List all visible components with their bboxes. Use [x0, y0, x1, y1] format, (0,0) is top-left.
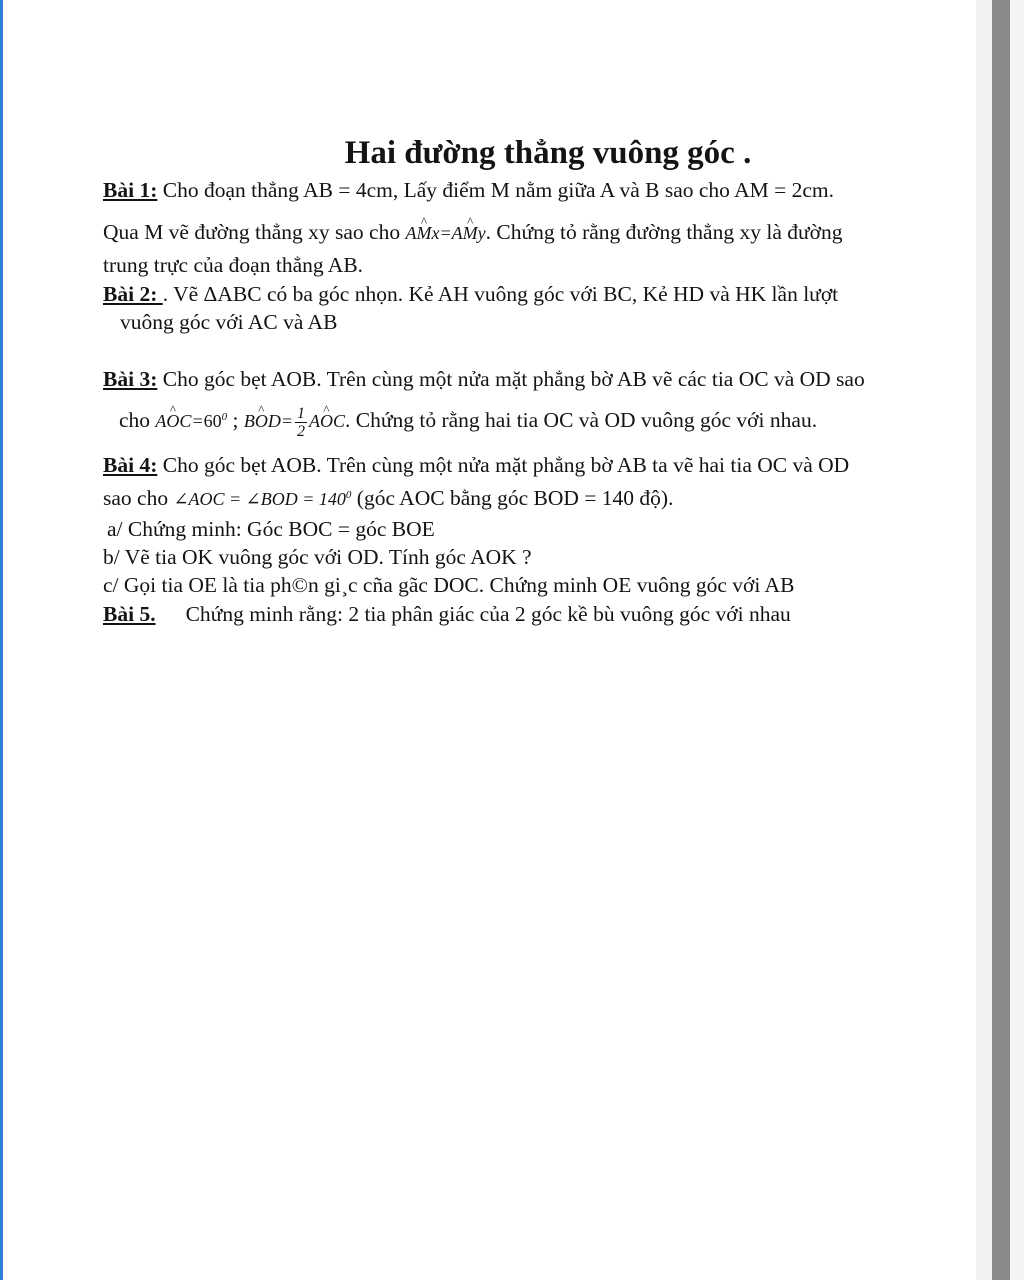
- math-a: A: [405, 223, 417, 243]
- math-eq3: =: [280, 411, 293, 431]
- window-right-margin: [1010, 0, 1024, 1280]
- bai1-text: Cho đoạn thẳng AB = 4cm, Lấy điểm M nằm giữa A và B sao cho AM = 2cm.: [157, 178, 835, 202]
- bai4-part-b: b/ Vẽ tia OK vuông góc với OD. Tính góc AOK ?: [103, 545, 532, 569]
- bai4-label: Bài 4:: [103, 453, 158, 477]
- bai1-line2: [103, 218, 843, 247]
- bai3-label: Bài 3:: [103, 367, 158, 391]
- math-a2: A: [451, 223, 463, 243]
- left-window-edge: [0, 0, 3, 1280]
- bai3-separator: ;: [227, 408, 244, 432]
- math-c: C: [179, 411, 192, 431]
- bai4-text: Cho góc bẹt AOB. Trên cùng một nửa mặt phẳng bờ AB ta vẽ hai tia OC và OD: [157, 453, 850, 477]
- bai1-line2-text: Qua M vẽ đường thẳng xy sao cho: [103, 220, 406, 244]
- fraction-one-half: [295, 405, 307, 440]
- vertical-scrollbar[interactable]: [992, 0, 1010, 1280]
- bai1-line2-tail: . Chứng tỏ rằng đường thẳng xy là đường: [485, 220, 843, 244]
- bai5-label: Bài 5.: [103, 602, 156, 626]
- math-o-hat: ^ O: [166, 407, 179, 435]
- math-m-hat: ^ M: [416, 219, 431, 247]
- math-a3: A: [155, 411, 167, 431]
- math-o-hat2: ^ O: [255, 407, 268, 435]
- bai1-line1: [103, 176, 834, 204]
- bai3-line1: [103, 365, 865, 393]
- math-x: x: [431, 223, 440, 243]
- fraction-numerator: 1: [296, 405, 305, 423]
- bai2-line1: [103, 280, 838, 308]
- bai4-line1: [103, 451, 849, 479]
- bai4-part-c: c/ Gọi tia OE là tia ph©n gi¸c cña gãc DOC. Chứng minh OE vuông góc với AB: [103, 573, 795, 597]
- math-y: y: [477, 223, 486, 243]
- document-title: Hai đường thẳng vuông góc .: [344, 135, 752, 171]
- bai4-line2-tail: (góc AOC bằng góc BOD = 140 độ).: [351, 486, 674, 510]
- math-b: B: [243, 411, 255, 431]
- bai5-text: Chứng minh rằng: 2 tia phân giác của 2 góc kề bù vuông góc với nhau: [185, 602, 791, 626]
- bai1-line3: trung trực của đoạn thẳng AB.: [103, 253, 364, 277]
- math-m-hat2: ^ M: [463, 219, 478, 247]
- bai3-line2-tail: . Chứng tỏ rằng hai tia OC và OD vuông góc với nhau.: [345, 408, 818, 432]
- math-degree2: 0: [345, 489, 352, 501]
- bai2-label: Bài 2:: [103, 282, 163, 306]
- page-shadow: [976, 0, 992, 1280]
- bai1-label: Bài 1:: [103, 178, 158, 202]
- math-degree: 0: [221, 411, 228, 423]
- math-o-hat3: ^ O: [320, 407, 333, 435]
- bai3-line2: [119, 403, 817, 440]
- math-d: D: [267, 411, 281, 431]
- math-c2: C: [332, 411, 345, 431]
- bai3-line2-text: cho: [119, 408, 156, 432]
- bai4-part-a: a/ Chứng minh: Góc BOC = góc BOE: [107, 517, 435, 541]
- math-a4: A: [308, 411, 320, 431]
- bai4-line2: [103, 481, 673, 513]
- bai2-text: . Vẽ ΔABC có ba góc nhọn. Kẻ AH vuông góc với BC, Kẻ HD và HK lần lượt: [162, 282, 839, 306]
- angle-aoc-bod-140: [173, 489, 351, 509]
- bai5-line: [103, 600, 791, 628]
- bai3-text: Cho góc bẹt AOB. Trên cùng một nửa mặt phẳng bờ AB vẽ các tia OC và OD sao: [157, 367, 865, 391]
- angle-aoc-60: [155, 411, 227, 431]
- math-angle-expression: ∠AOC = ∠BOD = 140: [173, 489, 346, 509]
- angle-bod-half-aoc: [243, 405, 345, 441]
- math-60: 60: [203, 411, 222, 431]
- math-eq2: =: [191, 411, 204, 431]
- bai4-line2-text: sao cho: [103, 486, 174, 510]
- angle-equation-amx-amy: [405, 223, 485, 243]
- math-eq: =: [439, 223, 452, 243]
- fraction-denominator: 2: [296, 423, 305, 441]
- bai2-line2: vuông góc với AC và AB: [120, 310, 338, 334]
